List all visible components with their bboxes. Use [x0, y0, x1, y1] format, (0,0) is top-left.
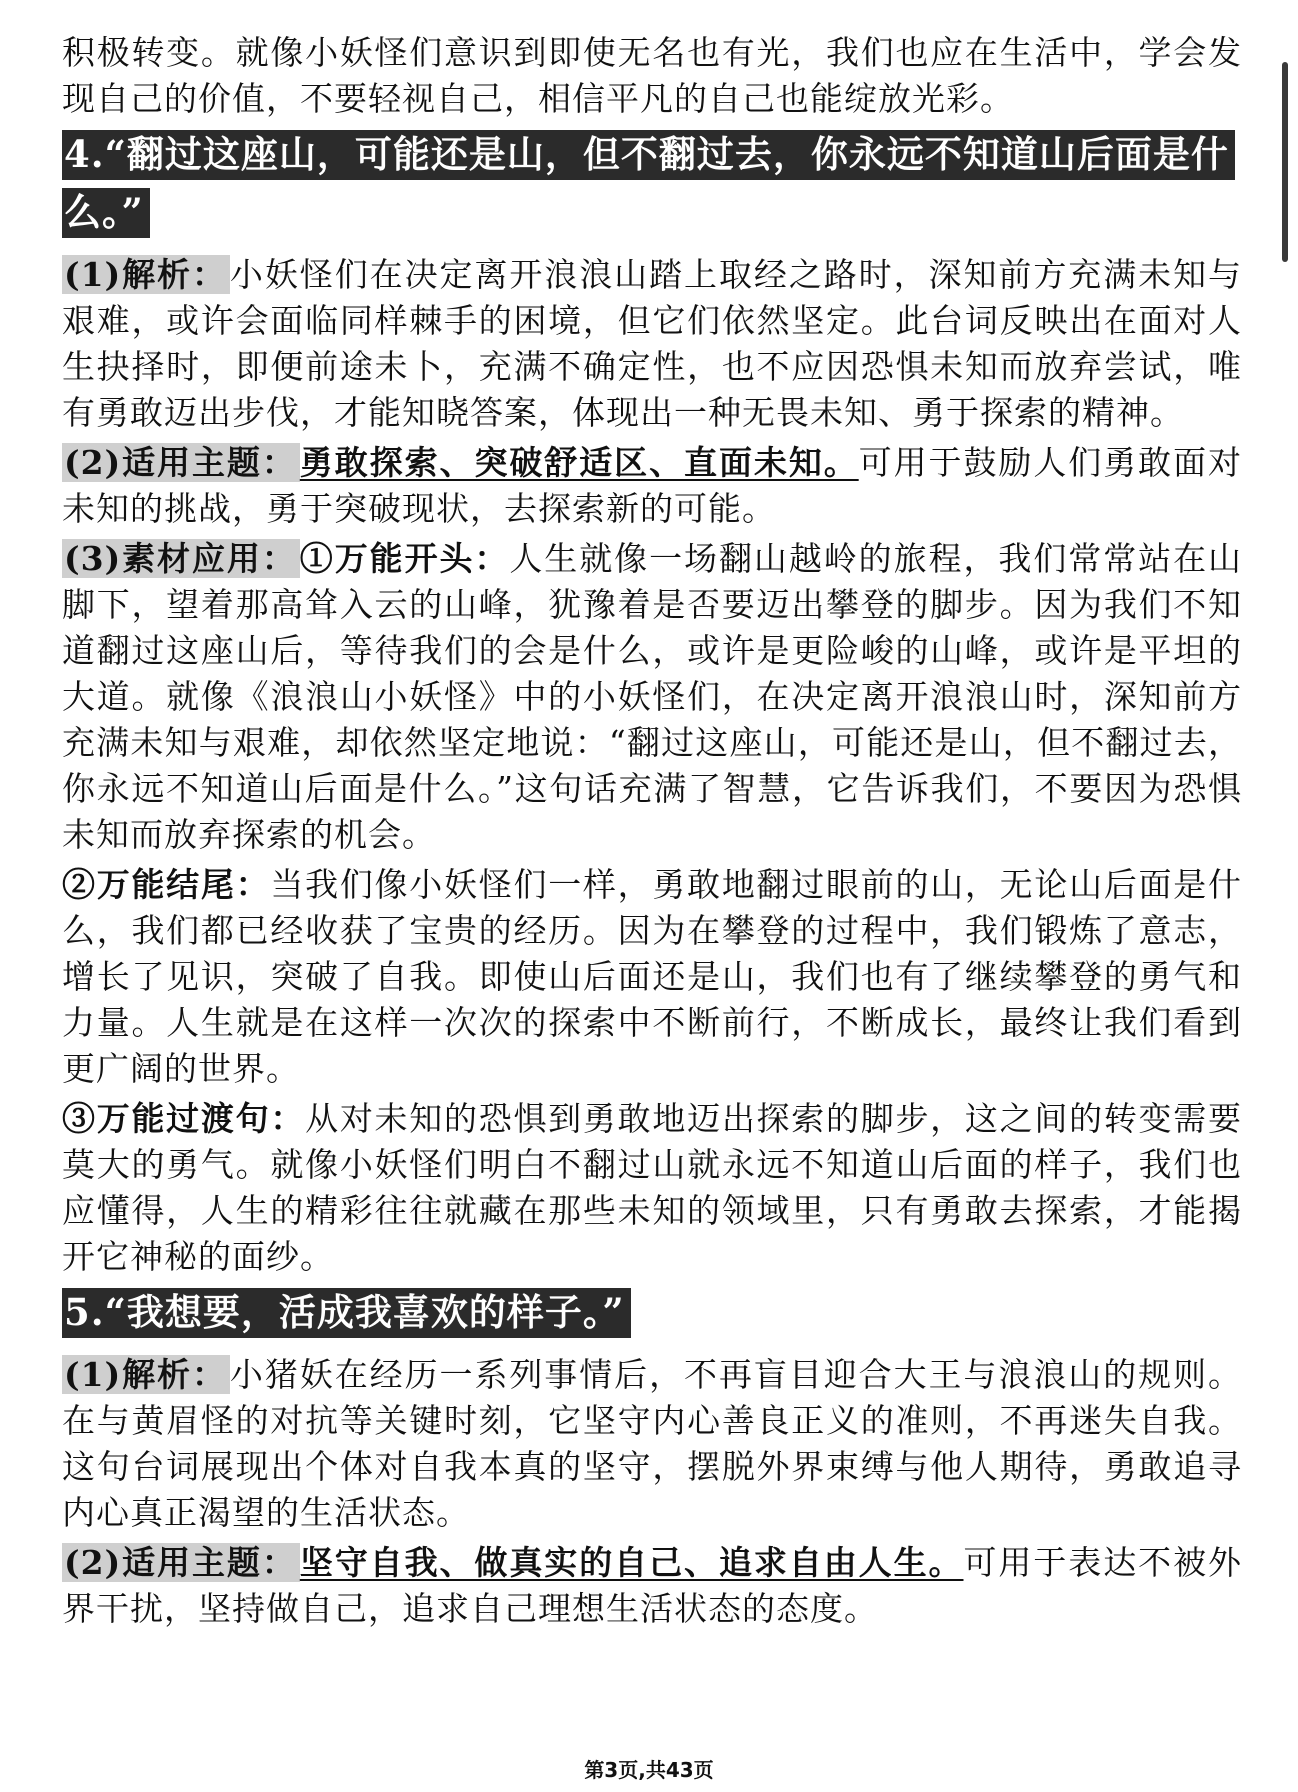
analysis-label: (1)解析：: [62, 255, 230, 294]
section-4-heading-block: [62, 130, 1242, 246]
transition-text: 从对未知的恐惧到勇敢地迈出探索的脚步，这之间的转变需要莫大的勇气。就像小妖怪们明白不翻过山就永远不知道山后面的样子，我们也应懂得，人生的精彩往往就藏在那些未知的领域里，只有勇敢去探索，才能揭开它神秘的面纱。: [62, 1099, 1243, 1276]
transition-label: ③万能过渡句：: [62, 1099, 306, 1138]
theme-text: 勇敢探索、突破舒适区、直面未知。: [299, 443, 859, 482]
section-4-usage-opening: [62, 536, 1242, 858]
section-5-analysis: [62, 1352, 1242, 1536]
usage-label: (3)素材应用：: [62, 539, 300, 578]
section-4-theme: [62, 440, 1242, 532]
ending-label: ②万能结尾：: [62, 865, 271, 904]
opening-label: ①万能开头：: [299, 539, 510, 578]
section-5-heading-block: [62, 1288, 1242, 1346]
theme-label: (2)适用主题：: [62, 1543, 300, 1582]
section-4-heading: 4.“翻过这座山，可能还是山，但不翻过去，你永远不知道山后面是什么。”: [62, 130, 1235, 238]
theme-description: 可用于鼓励人们勇敢面对未知的挑战，勇于突破现状，去探索新的可能。: [62, 443, 1242, 528]
section-4-transition: [62, 1096, 1242, 1280]
section-5-theme: [62, 1540, 1242, 1632]
analysis-label: (1)解析：: [62, 1355, 230, 1394]
intro-paragraph: [62, 30, 1242, 122]
section-5-heading: 5.“我想要，活成我喜欢的样子。”: [62, 1288, 631, 1338]
ending-text: 当我们像小妖怪们一样，勇敢地翻过眼前的山，无论山后面是什么，我们都已经收获了宝贵的经历。因为在攀登的过程中，我们锻炼了意志，增长了见识，突破了自我。即使山后面还是山，我们也有了继续攀登的勇气和力量。人生就是在这样一次次的探索中不断前行，不断成长，最终让我们看到更广阔的世界。: [62, 865, 1243, 1088]
scrollbar[interactable]: [1282, 62, 1288, 262]
document-page: [62, 30, 1242, 1632]
intro-text: 积极转变。就像小妖怪们意识到即使无名也有光，我们也应在生活中，学会发现自己的价值，不要轻视自己，相信平凡的自己也能绽放光彩。: [62, 33, 1242, 118]
theme-label: (2)适用主题：: [62, 443, 300, 482]
analysis-text: 小妖怪们在决定离开浪浪山踏上取经之路时，深知前方充满未知与艰难，或许会面临同样棘手的困境，但它们依然坚定。此台词反映出在面对人生抉择时，即便前途未卜，充满不确定性，也不应因恐惧未知而放弃尝试，唯有勇敢迈出步伐，才能知晓答案，体现出一种无畏未知、勇于探索的精神。: [62, 255, 1242, 432]
theme-text: 坚守自我、做真实的自己、追求自由人生。: [299, 1543, 964, 1582]
analysis-text: 小猪妖在经历一系列事情后，不再盲目迎合大王与浪浪山的规则。在与黄眉怪的对抗等关键时刻，它坚守内心善良正义的准则，不再迷失自我。这句台词展现出个体对自我本真的坚守，摆脱外界束缚与他人期待，勇敢追寻内心真正渴望的生活状态。: [62, 1355, 1242, 1532]
section-4-analysis: [62, 252, 1242, 436]
section-4-ending: [62, 862, 1242, 1092]
opening-text: 人生就像一场翻山越岭的旅程，我们常常站在山脚下，望着那高耸入云的山峰，犹豫着是否要迈出攀登的脚步。因为我们不知道翻过这座山后，等待我们的会是什么，或许是更险峻的山峰，或许是平坦的大道。就像《浪浪山小妖怪》中的小妖怪们，在决定离开浪浪山时，深知前方充满未知与艰难，却依然坚定地说：“翻过这座山，可能还是山，但不翻过去，你永远不知道山后面是什么。”这句话充满了智慧，它告诉我们，不要因为恐惧未知而放弃探索的机会。: [62, 539, 1242, 854]
page-number: 第3页,共43页: [584, 1758, 714, 1782]
theme-description: 可用于表达不被外界干扰，坚持做自己，追求自己理想生活状态的态度。: [62, 1543, 1243, 1628]
